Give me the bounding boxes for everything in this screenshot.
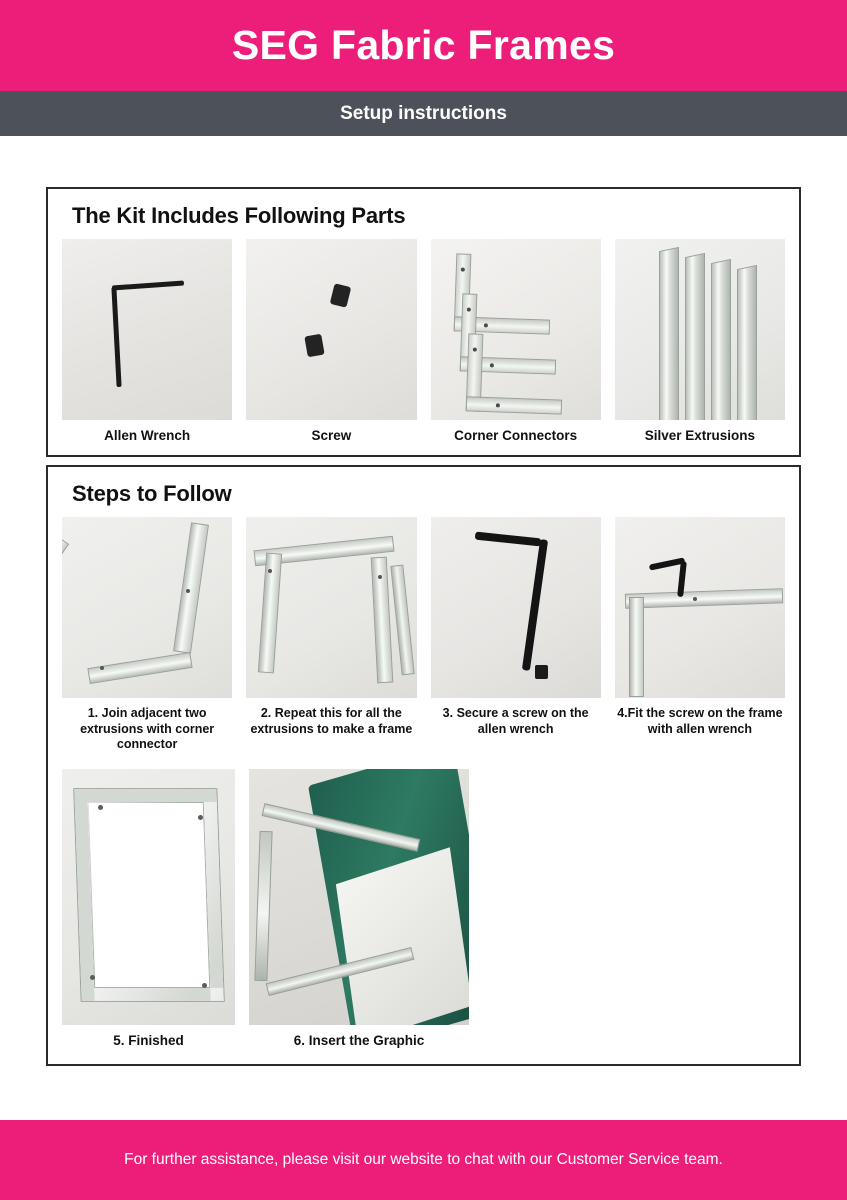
frame-top-rail bbox=[625, 588, 783, 609]
step-caption: 1. Join adjacent two extrusions with corner connector bbox=[80, 705, 215, 752]
step-caption: 6. Insert the Graphic bbox=[293, 1032, 425, 1048]
finished-frame bbox=[74, 789, 223, 1001]
kit-parts-row bbox=[62, 239, 785, 445]
step-1-photo bbox=[62, 517, 232, 698]
step-2 bbox=[246, 517, 416, 753]
steps-row-1 bbox=[62, 517, 785, 753]
kit-parts-heading: The Kit Includes Following Parts bbox=[72, 203, 406, 228]
wrench-short-arm bbox=[474, 531, 540, 546]
frame-screw bbox=[198, 815, 203, 820]
step-caption: 4.Fit the screw on the frame with allen wrench bbox=[617, 705, 783, 736]
step-2-photo bbox=[246, 517, 416, 698]
screw-icon-1 bbox=[330, 283, 352, 307]
kit-part-screw bbox=[246, 239, 416, 445]
step-3 bbox=[431, 517, 601, 753]
step-caption: 2. Repeat this for all the extrusions to make a frame bbox=[250, 705, 413, 736]
footer-text-before: For further assistance, please visit our website bbox=[124, 1151, 448, 1168]
step-caption: 5. Finished bbox=[113, 1032, 184, 1048]
kit-parts-panel bbox=[46, 187, 801, 457]
kit-part-corner-connectors bbox=[431, 239, 601, 445]
step-4-photo bbox=[615, 517, 785, 698]
frame-screw bbox=[90, 975, 95, 980]
silver-extrusions-photo bbox=[615, 239, 785, 420]
connector-horizontal-leg bbox=[465, 396, 561, 414]
frame-left-rail bbox=[254, 831, 272, 981]
kit-part-silver-extrusions bbox=[615, 239, 785, 445]
connector-hole bbox=[466, 308, 470, 312]
step-5-photo bbox=[62, 769, 235, 1025]
wrench-long-arm bbox=[521, 539, 547, 671]
connector-hole bbox=[460, 268, 464, 272]
connector-hole bbox=[186, 589, 190, 593]
steps-heading: Steps to Follow bbox=[72, 480, 232, 506]
extrusion-vertical bbox=[173, 522, 209, 653]
extrusion-bar bbox=[711, 259, 731, 420]
corner-connectors-photo bbox=[431, 239, 601, 420]
screw-icon bbox=[535, 665, 548, 679]
kit-part-caption: Silver Extrusions bbox=[644, 428, 756, 443]
document-body bbox=[0, 187, 847, 1066]
frame-right-rail bbox=[371, 557, 394, 684]
extrusion-incoming bbox=[62, 535, 69, 642]
step-caption: 3. Secure a screw on the allen wrench bbox=[442, 705, 589, 736]
loose-extrusion bbox=[391, 564, 415, 675]
screw-hole bbox=[693, 597, 697, 601]
extrusion-bar bbox=[659, 247, 679, 420]
steps-row-2 bbox=[62, 769, 785, 1050]
page-title: SEG Fabric Frames bbox=[231, 22, 616, 68]
footer-note bbox=[124, 1151, 723, 1169]
corner-connector-3 bbox=[465, 333, 564, 414]
page-subtitle: Setup instructions bbox=[340, 102, 507, 124]
step-6-photo bbox=[249, 769, 469, 1025]
frame-left-rail bbox=[629, 597, 644, 697]
kit-part-allen-wrench bbox=[62, 239, 232, 445]
frame-screw bbox=[98, 805, 103, 810]
step-3-photo bbox=[431, 517, 601, 698]
screw-icon-2 bbox=[305, 334, 325, 358]
footer-bar bbox=[0, 1120, 847, 1200]
kit-part-caption: Screw bbox=[311, 428, 352, 443]
extrusion-bar bbox=[737, 265, 757, 420]
step-5 bbox=[62, 769, 235, 1050]
header-title-bar bbox=[0, 0, 847, 91]
wrench-short-arm bbox=[112, 280, 184, 290]
step-1 bbox=[62, 517, 232, 753]
kit-part-caption: Corner Connectors bbox=[454, 428, 578, 443]
steps-panel bbox=[46, 465, 801, 1066]
connector-hole bbox=[100, 666, 104, 670]
frame-screw bbox=[202, 983, 207, 988]
wrench-long-arm bbox=[111, 287, 121, 387]
connector-hole bbox=[472, 348, 476, 352]
header-subtitle-bar bbox=[0, 91, 847, 136]
allen-wrench-photo bbox=[62, 239, 232, 420]
connector-hole bbox=[495, 403, 499, 407]
extrusion-bar bbox=[685, 253, 705, 420]
kit-part-caption: Allen Wrench bbox=[104, 428, 191, 443]
footer-text-after: to chat with our Customer Service team. bbox=[447, 1151, 723, 1168]
step-6 bbox=[249, 769, 469, 1050]
screw-photo bbox=[246, 239, 416, 420]
step-4 bbox=[615, 517, 785, 753]
